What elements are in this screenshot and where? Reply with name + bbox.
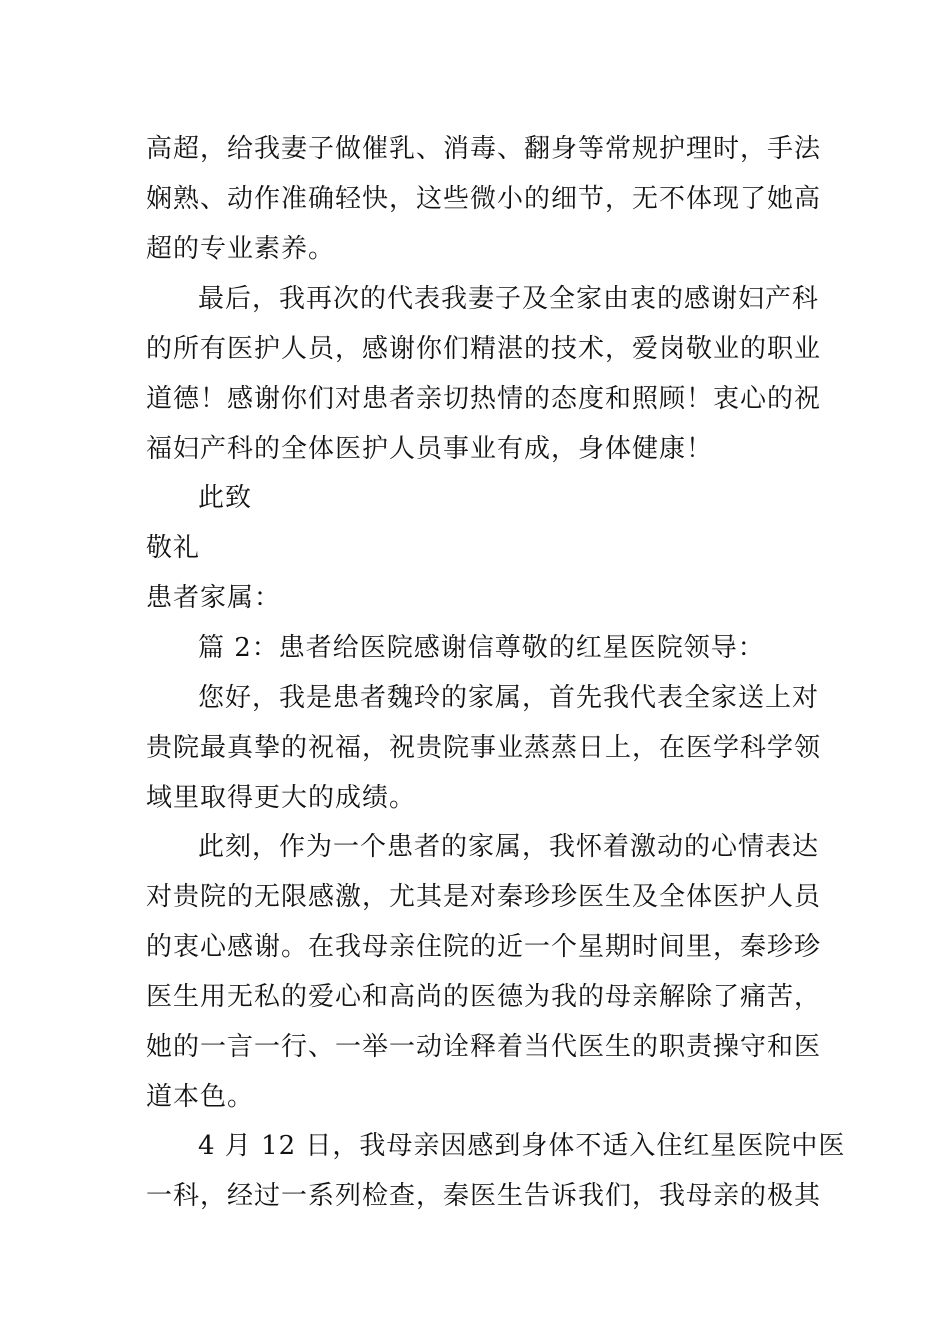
closing-regards: 敬礼 bbox=[146, 533, 201, 563]
section-heading: 篇 2：患者给医院感谢信尊敬的红星医院领导： bbox=[198, 633, 765, 663]
text-line: 贵院最真挚的祝福，祝贵院事业蒸蒸日上，在医学科学领 bbox=[146, 733, 822, 763]
text-line: 域里取得更大的成绩。 bbox=[146, 783, 417, 813]
text-line: 您好，我是患者魏玲的家属，首先我代表全家送上对 bbox=[198, 683, 820, 713]
text-line: 医生用无私的爱心和高尚的医德为我的母亲解除了痛苦， bbox=[146, 982, 822, 1012]
text-line: 超的专业素养。 bbox=[146, 234, 336, 264]
text-line: 高超，给我妻子做催乳、消毒、翻身等常规护理时，手法 bbox=[146, 134, 822, 164]
text-line: 道本色。 bbox=[146, 1082, 255, 1112]
text-line: 一科，经过一系列检查，秦医生告诉我们，我母亲的极其 bbox=[146, 1181, 822, 1211]
signature-line: 患者家属： bbox=[146, 583, 282, 613]
text-line: 她的一言一行、一举一动诠释着当代医生的职责操守和医 bbox=[146, 1032, 822, 1062]
text-line: 福妇产科的全体医护人员事业有成，身体健康！ bbox=[146, 434, 714, 464]
text-line: 此刻，作为一个患者的家属，我怀着激动的心情表达 bbox=[198, 832, 820, 862]
text-line: 的所有医护人员，感谢你们精湛的技术，爱岗敬业的职业 bbox=[146, 334, 822, 364]
closing-salutation: 此致 bbox=[198, 483, 253, 513]
text-line: 道德！感谢你们对患者亲切热情的态度和照顾！衷心的祝 bbox=[146, 384, 822, 414]
text-line: 4 月 12 日，我母亲因感到身体不适入住红星医院中医 bbox=[198, 1131, 846, 1161]
text-line: 的衷心感谢。在我母亲住院的近一个星期时间里，秦珍珍 bbox=[146, 932, 822, 962]
text-line: 对贵院的无限感激，尤其是对秦珍珍医生及全体医护人员 bbox=[146, 882, 822, 912]
text-line: 最后，我再次的代表我妻子及全家由衷的感谢妇产科 bbox=[198, 284, 820, 314]
text-line: 娴熟、动作准确轻快，这些微小的细节，无不体现了她高 bbox=[146, 184, 822, 214]
